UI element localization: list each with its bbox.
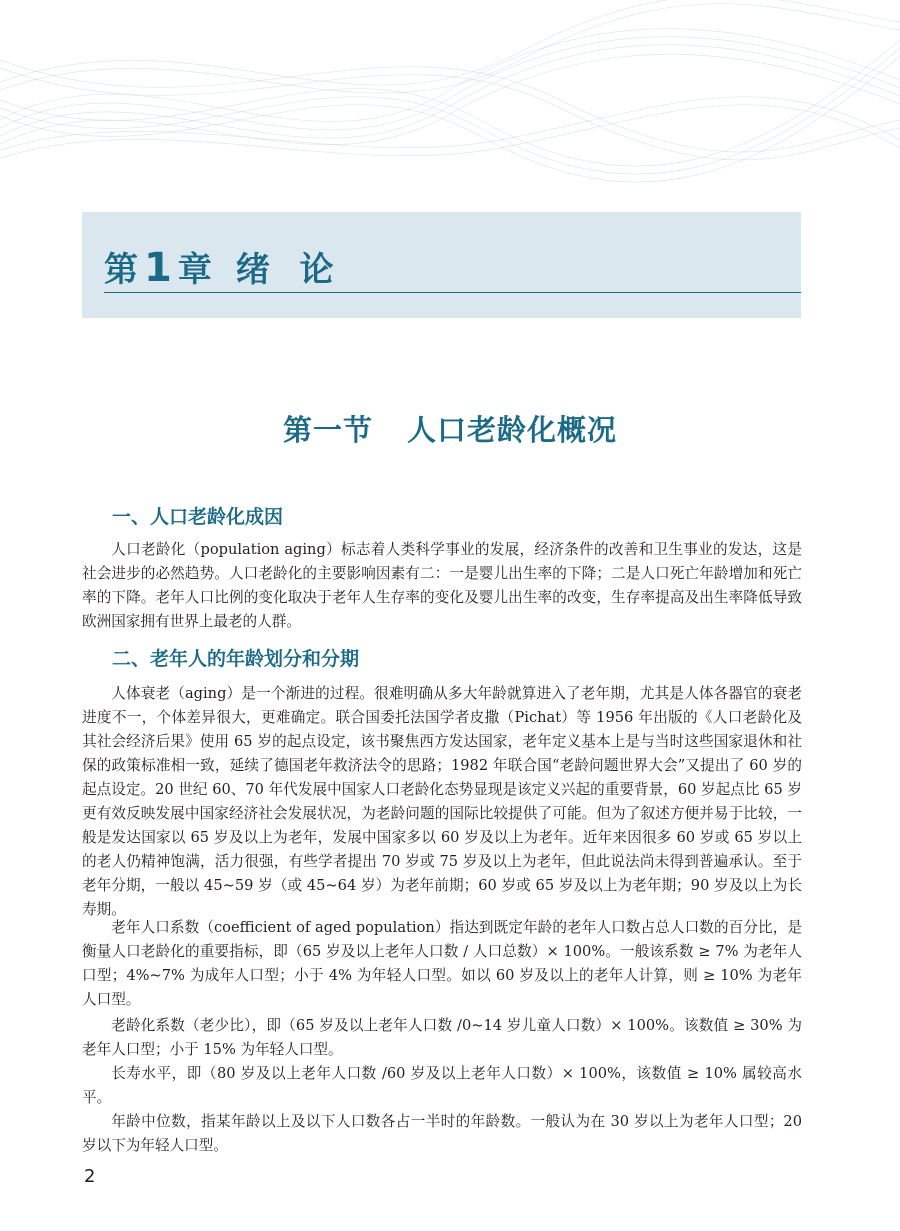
chapter-prefix: 第 [104, 250, 140, 290]
subsection-heading-causes: 一、人口老龄化成因 [112, 506, 284, 528]
decorative-wave-banner [0, 0, 900, 200]
section-title-text: 人口老龄化概况 [407, 413, 618, 447]
paragraph-median-age: 年龄中位数，指某年龄以上及以下人口数各占一半时的年龄数。一般认为在 30 岁以上为老年人口型；20 岁以下为年轻人口型。 [82, 1113, 802, 1154]
subsection-heading-age-division: 二、老年人的年龄划分和分期 [112, 648, 360, 670]
chapter-divider [104, 292, 801, 293]
paragraph-aged-coefficient: 老年人口系数（coefficient of aged population）指达到既定年龄的老年人口数占总人口数的百分比，是衡量人口老龄化的重要指标，即（65 岁及以上老年人口数 / 人口总数）× 100%。一般该系数 ≥ 7% 为老年人口型；4%~7% 为成年人口型；小于 4% 为年轻人口型。如以 60 岁及以上的老年人计算，则 ≥ 10% 为老年人口型。 [82, 919, 802, 1008]
paragraph-aging-ratio: 老龄化系数（老少比），即（65 岁及以上老年人口数 /0~14 岁儿童人口数）× 100%。该数值 ≥ 30% 为老年人口型；小于 15% 为年轻人口型。 [82, 1017, 802, 1058]
chapter-title-text: 绪 论 [235, 250, 336, 290]
page-number: 2 [84, 1166, 96, 1187]
paragraph-aging-causes: 人口老龄化（population aging）标志着人类科学事业的发展，经济条件的改善和卫生事业的发达，这是社会进步的必然趋势。人口老龄化的主要影响因素有二：一是婴儿出生率的下降；二是人口死亡年龄增加和死亡率的下降。老年人口比例的变化取决于老年人生存率的变化及婴儿出生率的改变，生存率提高及出生率降低导致欧洲国家拥有世界上最老的人群。 [82, 541, 802, 630]
paragraph-age-division: 人体衰老（aging）是一个渐进的过程。很难明确从多大年龄就算进入了老年期，尤其是人体各器官的衰老进度不一，个体差异很大，更难确定。联合国委托法国学者皮撒（Pichat）等 1956 年出版的《人口老龄化及其社会经济后果》使用 65 岁的起点设定，该书聚焦西方发达国家，老年定义基本上是与当时这些国家退休和社保的政策标准相一致，延续了德国老年救济法令的思路；1982 年联合国“老龄问题世界大会”又提出了 60 岁的起点设定。20 世纪 60、70 年代发展中国家人口老龄化态势显现是该定义兴起的重要背景，60 岁起点比 65 岁更有效反映发展中国家经济社会发展状况，为老龄问题的国际比较提供了可能。但为了叙述方便并易于比较，一般是发达国家以 65 岁及以上为老年，发展中国家多以 60 岁及以上为老年。近年来因很多 60 岁或 65 岁以上的老人仍精神饱满，活力很强，有些学者提出 70 岁或 75 岁及以上为老年，但此说法尚未得到普遍承认。至于老年分期，一般以 45~59 岁（或 45~64 岁）为老年前期；60 岁或 65 岁及以上为老年期；90 岁及以上为长寿期。 [82, 685, 802, 918]
section-title [0, 408, 900, 449]
paragraph-longevity-level: 长寿水平，即（80 岁及以上老年人口数 /60 岁及以上老年人口数）× 100%，该数值 ≥ 10% 属较高水平。 [82, 1065, 802, 1106]
chapter-suffix: 章 [177, 250, 214, 290]
chapter-number: 1 [144, 245, 174, 291]
section-label: 第一节 [282, 413, 373, 447]
chapter-title [104, 242, 336, 291]
